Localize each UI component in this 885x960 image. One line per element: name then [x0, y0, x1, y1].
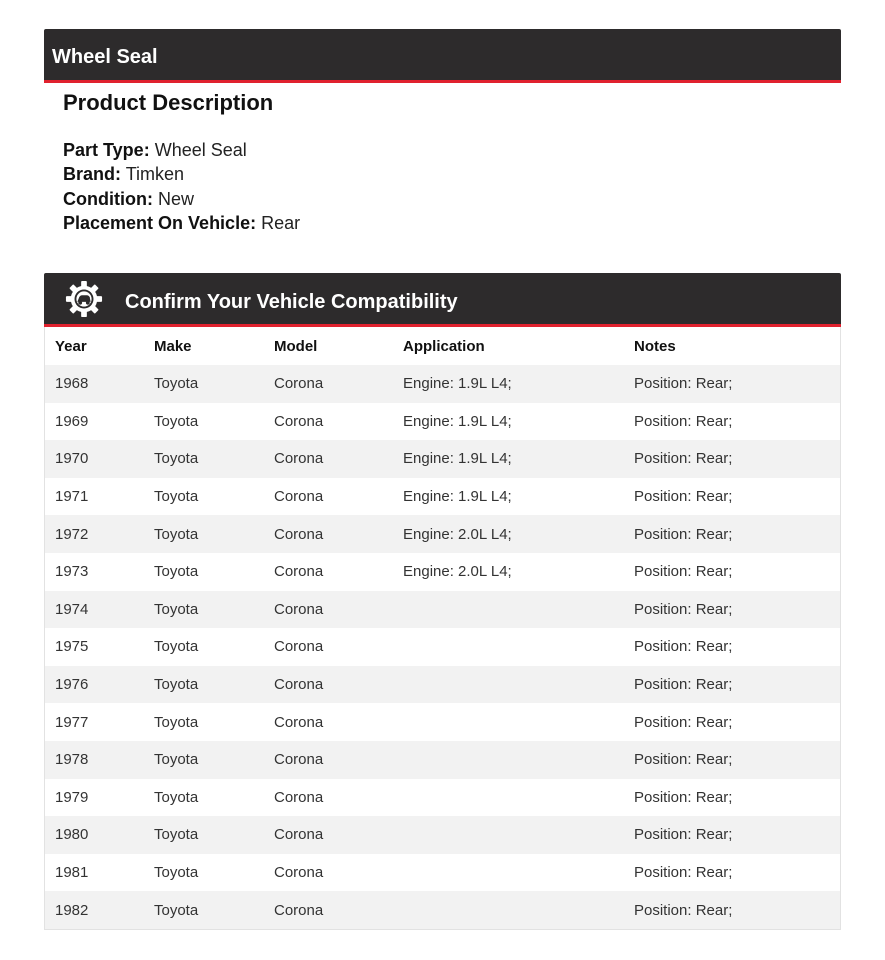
cell-make: Toyota — [154, 638, 199, 656]
column-header-year: Year — [55, 337, 87, 355]
table-row — [45, 666, 840, 704]
cell-notes: Position: Rear; — [634, 375, 733, 393]
cell-notes: Position: Rear; — [634, 412, 733, 430]
cell-make: Toyota — [154, 525, 199, 543]
cell-application — [393, 628, 624, 666]
cell-year: 1982 — [55, 901, 89, 919]
cell-make: Toyota — [154, 676, 199, 694]
column-header-application: Application — [403, 337, 485, 355]
cell-notes: Position: Rear; — [634, 525, 733, 543]
cell-model: Corona — [274, 713, 324, 731]
table-row — [45, 854, 840, 892]
cell-make: Toyota — [154, 788, 199, 806]
spec-list — [63, 138, 823, 235]
cell-model: Corona — [274, 412, 324, 430]
cell-application: Engine: 2.0L L4; — [403, 563, 512, 581]
product-title: Wheel Seal — [52, 46, 158, 68]
cell-make: Toyota — [154, 412, 199, 430]
cell-make: Toyota — [154, 751, 199, 769]
cell-model: Corona — [274, 375, 324, 393]
column-header-notes: Notes — [634, 337, 676, 355]
spec-value: Wheel Seal — [154, 140, 247, 160]
cell-make: Toyota — [154, 864, 199, 882]
cell-make: Toyota — [154, 450, 199, 468]
cell-model: Corona — [274, 600, 324, 618]
table-row — [45, 365, 840, 403]
spec-condition — [63, 187, 823, 211]
cell-notes: Position: Rear; — [634, 488, 733, 506]
table-row — [45, 628, 840, 666]
cell-year: 1980 — [55, 826, 89, 844]
cell-year: 1974 — [55, 600, 89, 618]
column-header-model: Model — [274, 337, 318, 355]
table-row — [45, 478, 840, 516]
product-description — [63, 88, 823, 235]
cell-application — [393, 854, 624, 892]
cell-year: 1981 — [55, 864, 89, 882]
spec-value: Timken — [125, 164, 185, 185]
spec-part-type — [63, 138, 823, 162]
cell-model: Corona — [274, 826, 324, 844]
cell-year: 1968 — [55, 375, 89, 393]
table-row — [45, 553, 840, 591]
cell-notes: Position: Rear; — [634, 600, 733, 618]
compatibility-title: Confirm Your Vehicle Compatibility — [125, 291, 458, 313]
cell-year: 1971 — [55, 488, 89, 506]
spec-brand — [63, 162, 823, 186]
spec-placement — [63, 211, 823, 235]
table-row — [45, 816, 840, 854]
product-title-bar — [44, 29, 841, 83]
cell-notes: Position: Rear; — [634, 788, 733, 806]
table-row — [45, 891, 840, 929]
cell-make: Toyota — [154, 488, 199, 506]
spec-label: Part Type: — [63, 140, 150, 160]
cell-year: 1976 — [55, 676, 89, 694]
spec-value: Rear — [261, 212, 301, 233]
cell-notes: Position: Rear; — [634, 901, 733, 919]
column-header-make: Make — [154, 337, 192, 355]
cell-year: 1970 — [55, 450, 89, 468]
cell-model: Corona — [274, 525, 324, 543]
gear-car-icon — [65, 280, 103, 318]
cell-make: Toyota — [154, 901, 199, 919]
cell-notes: Position: Rear; — [634, 638, 733, 656]
cell-application: Engine: 1.9L L4; — [403, 488, 512, 506]
cell-model: Corona — [274, 751, 324, 769]
cell-year: 1972 — [55, 525, 89, 543]
spec-value: New — [157, 188, 194, 209]
cell-application — [393, 741, 624, 779]
cell-make: Toyota — [154, 375, 199, 393]
cell-application — [393, 703, 624, 741]
cell-model: Corona — [274, 488, 324, 506]
cell-application — [393, 891, 624, 929]
cell-make: Toyota — [154, 600, 199, 618]
cell-year: 1978 — [55, 751, 89, 769]
table-row — [45, 515, 840, 553]
cell-application: Engine: 1.9L L4; — [403, 375, 512, 393]
cell-model: Corona — [274, 901, 324, 919]
cell-year: 1973 — [55, 563, 89, 581]
cell-year: 1979 — [55, 788, 89, 806]
cell-year: 1977 — [55, 713, 89, 731]
description-heading: Product Description — [63, 90, 274, 115]
spec-label: Brand: — [63, 164, 121, 185]
cell-model: Corona — [274, 864, 324, 882]
spec-label: Condition: — [63, 188, 153, 209]
cell-model: Corona — [274, 563, 324, 581]
cell-model: Corona — [274, 676, 324, 694]
cell-make: Toyota — [154, 826, 199, 844]
cell-year: 1975 — [55, 638, 89, 656]
cell-application — [393, 666, 624, 704]
cell-application: Engine: 2.0L L4; — [403, 525, 512, 543]
cell-application: Engine: 1.9L L4; — [403, 412, 512, 430]
cell-notes: Position: Rear; — [634, 713, 733, 731]
cell-application: Engine: 1.9L L4; — [403, 450, 512, 468]
cell-model: Corona — [274, 638, 324, 656]
table-row — [45, 703, 840, 741]
table-row — [45, 591, 840, 629]
table-row — [45, 779, 840, 817]
table-header-row — [45, 327, 840, 365]
cell-model: Corona — [274, 450, 324, 468]
cell-notes: Position: Rear; — [634, 751, 733, 769]
cell-notes: Position: Rear; — [634, 864, 733, 882]
cell-notes: Position: Rear; — [634, 563, 733, 581]
cell-application — [393, 816, 624, 854]
compatibility-table — [44, 327, 841, 930]
spec-label: Placement On Vehicle: — [63, 212, 257, 233]
cell-notes: Position: Rear; — [634, 826, 733, 844]
cell-application — [393, 779, 624, 817]
cell-make: Toyota — [154, 713, 199, 731]
cell-application — [393, 591, 624, 629]
compatibility-bar — [44, 273, 841, 327]
table-row — [45, 440, 840, 478]
cell-year: 1969 — [55, 412, 89, 430]
table-row — [45, 403, 840, 441]
cell-notes: Position: Rear; — [634, 450, 733, 468]
cell-notes: Position: Rear; — [634, 676, 733, 694]
table-row — [45, 741, 840, 779]
cell-make: Toyota — [154, 563, 199, 581]
cell-model: Corona — [274, 788, 324, 806]
